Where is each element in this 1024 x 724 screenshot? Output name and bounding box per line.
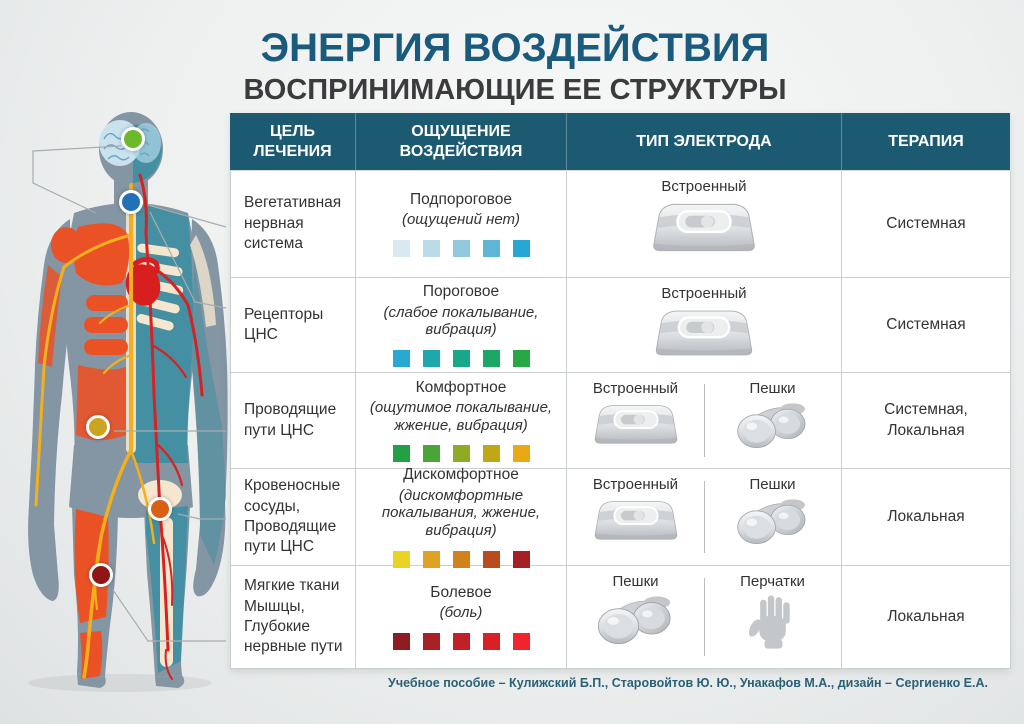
intensity-swatch — [453, 445, 470, 462]
header-treatment-goal: ЦЕЛЬ ЛЕЧЕНИЯ — [253, 122, 332, 160]
intensity-swatch — [453, 240, 470, 257]
intensity-swatch — [483, 350, 500, 367]
electrode-cell — [567, 171, 842, 278]
therapy-cell: Локальная — [842, 566, 1011, 669]
electrode-label: Пешки — [749, 476, 796, 493]
electrode-divider — [704, 578, 705, 656]
intensity-swatch — [393, 350, 410, 367]
intensity-swatch — [393, 445, 410, 462]
intensity-swatch — [513, 445, 530, 462]
intensity-scale — [393, 445, 530, 462]
sensation-detail: (боль) — [439, 604, 483, 622]
intensity-swatch — [423, 633, 440, 650]
knee-point-marker — [148, 497, 172, 521]
sensation-detail: (дискомфортные покалывания, жжение, вибрация) — [381, 486, 541, 540]
therapy-cell: Системная — [842, 171, 1011, 278]
intensity-swatch — [393, 633, 410, 650]
intensity-scale — [393, 350, 530, 367]
electrode-label: Встроенный — [592, 476, 679, 493]
electrode-label: Перчатки — [740, 573, 805, 590]
header-electrode-type: ТИП ЭЛЕКТРОДА — [566, 113, 841, 170]
electrode-cell — [567, 278, 842, 373]
spine-point-marker — [119, 190, 143, 214]
header-therapy: ТЕРАПИЯ — [841, 113, 1010, 170]
sensation-cell — [356, 171, 567, 278]
target-cell: Рецепторы ЦНС — [231, 278, 356, 373]
intensity-scale — [393, 633, 530, 650]
human-body-illustration — [0, 105, 230, 697]
intensity-scale — [393, 240, 530, 257]
builtin-electrode-icon — [588, 399, 684, 449]
sensation-cell — [356, 466, 567, 566]
electrode-divider — [704, 481, 705, 554]
electrode-cell — [567, 566, 842, 669]
electrode-label: Встроенный — [661, 178, 747, 195]
sensation-detail: (ощущений нет) — [401, 211, 521, 229]
builtin-electrode-icon — [645, 197, 763, 257]
builtin-electrode-icon — [588, 495, 684, 545]
brain-point-marker — [121, 127, 145, 151]
intensity-swatch — [423, 240, 440, 257]
header-sensation: ОЩУЩЕНИЕ ВОЗДЕЙСТВИЯ — [355, 113, 566, 170]
target-cell: Мягкие ткани Мышцы, Глубокие нервные пути — [231, 566, 356, 669]
sensation-detail: (ощутимое покалывание, жжение, вибрация) — [369, 399, 553, 434]
poster-subtitle: ВОСПРИНИМАЮЩИЕ ЕЕ СТРУКТУРЫ — [243, 74, 787, 106]
intensity-swatch — [423, 350, 440, 367]
sensation-detail: (слабое покалывание, вибрация) — [383, 303, 539, 339]
electrode-label: Встроенный — [661, 285, 747, 302]
therapy-cell: Локальная — [842, 469, 1011, 566]
thigh-point-marker — [86, 415, 110, 439]
electrode-divider — [704, 384, 705, 456]
intensity-swatch — [483, 633, 500, 650]
calf-point-marker — [89, 563, 113, 587]
intensity-swatch — [453, 633, 470, 650]
sensation-name: Болевое — [430, 583, 492, 601]
pawn-electrodes-icon — [732, 495, 814, 548]
credit-line: Учебное пособие – Кулижский Б.П., Старовойтов Ю. Ю., Унакафов М.А., дизайн – Сергиенко Е.А. — [388, 676, 988, 690]
intensity-swatch — [483, 240, 500, 257]
target-cell: Вегетативная нервная система — [231, 171, 356, 278]
intensity-swatch — [513, 240, 530, 257]
table-header-row — [230, 113, 1010, 170]
electrode-label: Пешки — [749, 380, 796, 397]
sensation-name: Подпороговое — [410, 190, 512, 208]
target-cell: Проводящие пути ЦНС — [231, 373, 356, 469]
poster-title: ЭНЕРГИЯ ВОЗДЕЙСТВИЯ — [260, 26, 770, 70]
therapy-cell: Системная — [842, 278, 1011, 373]
electrode-cell — [567, 373, 842, 469]
sensation-cell — [356, 278, 567, 373]
electrode-label: Пешки — [612, 573, 659, 590]
intensity-swatch — [393, 240, 410, 257]
pawn-electrodes-icon — [592, 592, 680, 648]
intensity-swatch — [483, 445, 500, 462]
sensation-cell — [356, 566, 567, 669]
intensity-swatch — [513, 350, 530, 367]
builtin-electrode-icon — [648, 304, 760, 361]
pawn-electrodes-icon — [732, 399, 814, 452]
intensity-swatch — [423, 445, 440, 462]
intensity-swatch — [513, 633, 530, 650]
electrode-cell — [567, 469, 842, 566]
sensation-cell — [356, 373, 567, 469]
sensation-name: Комфортное — [415, 378, 507, 396]
electrode-label: Встроенный — [592, 380, 679, 397]
sensation-name: Дискомфортное — [403, 466, 519, 484]
intensity-swatch — [453, 350, 470, 367]
sensation-name: Пороговое — [422, 283, 500, 301]
treatment-table — [230, 113, 1010, 669]
glove-electrode-icon — [742, 592, 804, 652]
target-cell: Кровеносные сосуды, Проводящие пути ЦНС — [231, 469, 356, 566]
therapy-cell: Системная, Локальная — [842, 373, 1011, 469]
